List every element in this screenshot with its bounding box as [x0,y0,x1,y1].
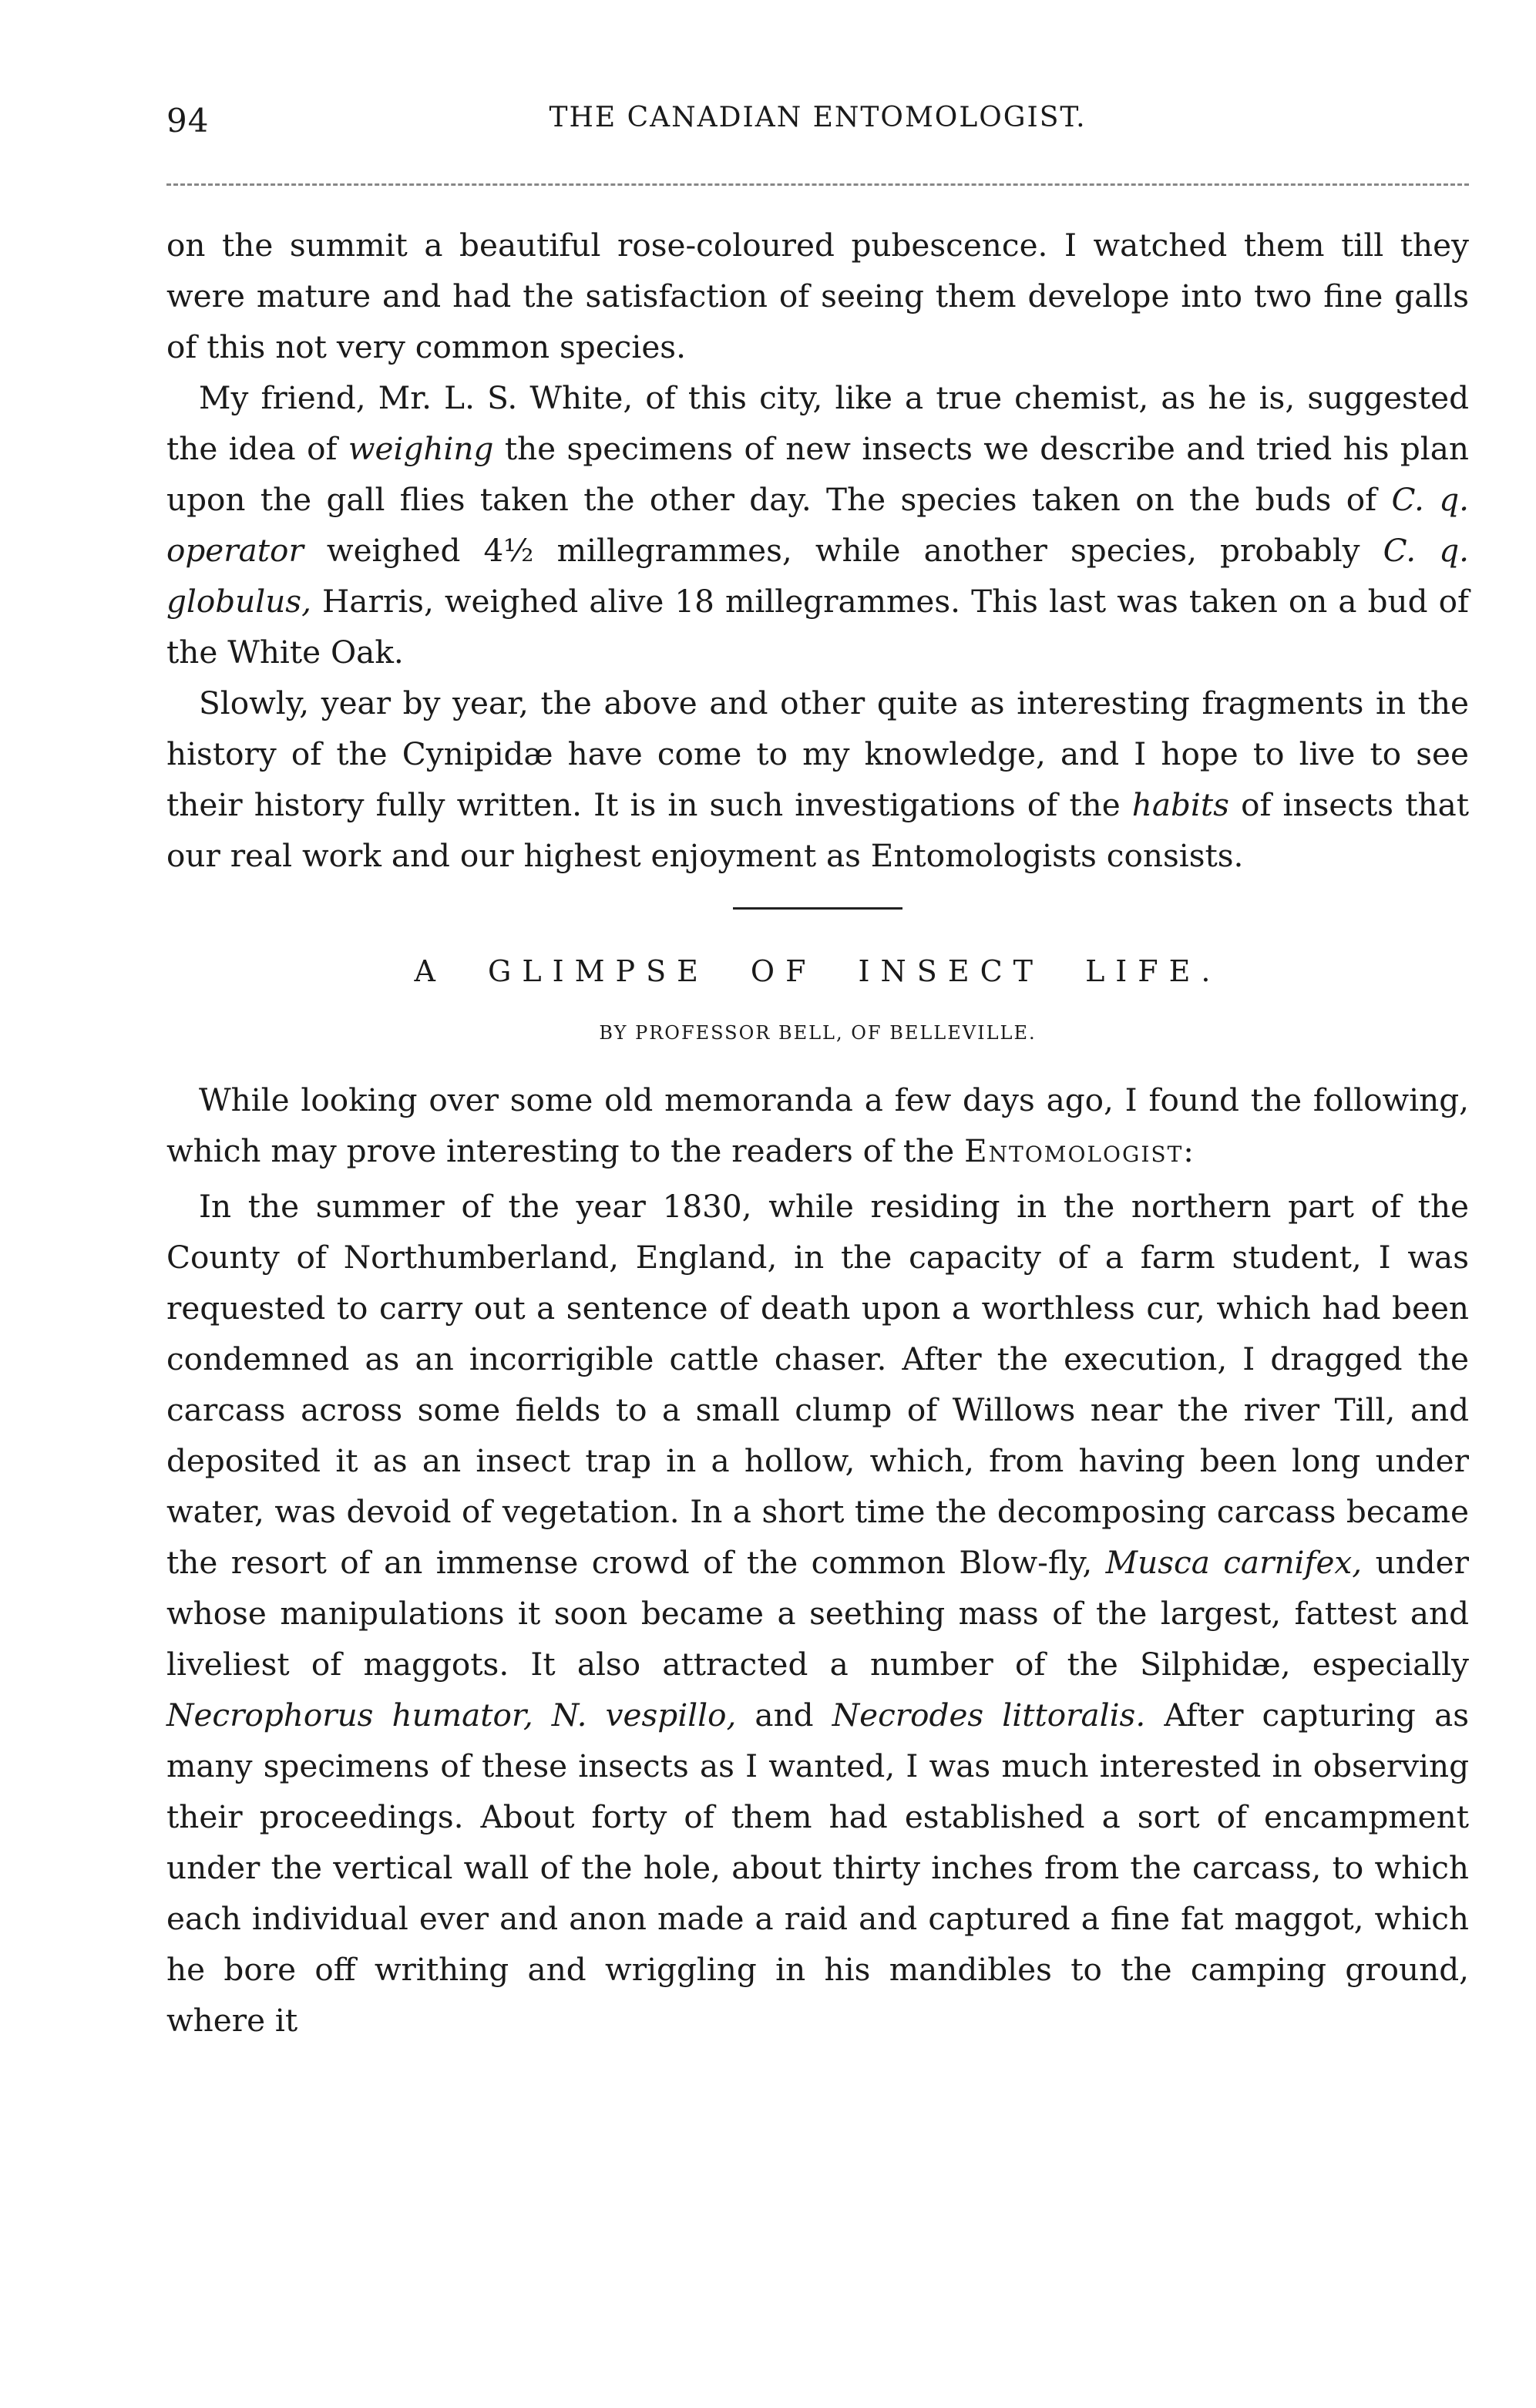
italic-text: C. q. globulus, [166,532,1469,620]
header-rule [166,183,1469,186]
text-run: and [736,1697,832,1734]
page-number: 94 [166,102,210,140]
article-text [166,1075,1469,2046]
paragraph [166,1075,1469,1176]
article-byline: BY PROFESSOR BELL, OF BELLEVILLE. [599,1022,1037,1044]
running-title: THE CANADIAN ENTOMOLOGIST. [549,102,1087,133]
text-run: After capturing as many specimens of these insects as I wanted, I was much interested in observing their proceedings. About forty of them had established a sort of encampment under the vertical wall of the hole, about thirty inches from the carcass, to which each individual ever and anon made a raid and captured a fine fat maggot, which he bore off writhing and wriggling in his mandibles to the camping ground, where it [166,1697,1470,2039]
text-run: : [1183,1132,1194,1169]
text-run: My friend, Mr. L. S. White, of this city, like a true chemist, as he is, suggested the idea of [166,379,1469,467]
text-run: In the summer of the year 1830, while residing in the northern part of the County of Northumberland, England, in the capacity of a farm student, I was requested to carry out a sentence of death upon a worthless cur, which had been condemned as an incorrigible cattle chaser. After the execution, I dragged the carcass across some fields to a small clump of Willows near the river Till, and deposited it as an insect trap in a hollow, which, from having been long under water, was devoid of vegetation. In a short time the decomposing carcass became the resort of an immense crowd of the common Blow-fly, [166,1188,1469,1581]
text-run: Slowly, year by year, the above and other quite as interesting fragments in the history of the Cynipidæ have come to my knowledge, and I hope to live to see their history fully written. It is in such investigations of the [166,684,1469,823]
italic-text: Musca carnifex, [1105,1544,1363,1581]
italic-text: N. vespillo, [551,1697,737,1734]
italic-text: habits [1131,786,1229,823]
page-header [166,92,1469,142]
text-run: of insects that our real work and our highest enjoyment as Entomologists consists. [166,786,1469,874]
italic-text: Necrodes littoralis. [832,1697,1146,1734]
text-run: under whose manipulations it soon became a seething mass of the largest, fattest and liveliest of maggots. It also attracted a number of the Silphidæ, especially [166,1544,1469,1683]
paragraph [166,372,1469,678]
italic-text: weighing [348,430,494,467]
text-run: the specimens of new insects we describe and tried his plan upon the gall flies taken the other day. The species taken on the buds of [166,430,1469,518]
article-title: A GLIMPSE OF INSECT LIFE. [414,954,1222,988]
small-caps-text: Entomologist [964,1132,1184,1169]
text-run: While looking over some old memoranda a few days ago, I found the following, which may prove interesting to the readers of the [166,1081,1469,1169]
text-run: weighed 4½ millegrammes, while another species, probably [303,532,1383,569]
text-run [533,1697,552,1734]
italic-text: Necrophorus humator, [166,1697,533,1734]
paragraph [166,1181,1469,2046]
paragraph: on the summit a beautiful rose-coloured pubescence. I watched them till they were mature and had the satisfaction of seeing them develope into two fine galls of this not very common species. [166,227,1469,365]
paragraph [166,678,1469,881]
continued-text [166,220,1469,881]
text-run: Harris, weighed alive 18 millegrammes. This last was taken on a bud of the White Oak. [166,583,1469,671]
italic-text: C. q. operator [166,481,1469,569]
section-divider [733,907,902,910]
page [166,92,1469,2050]
